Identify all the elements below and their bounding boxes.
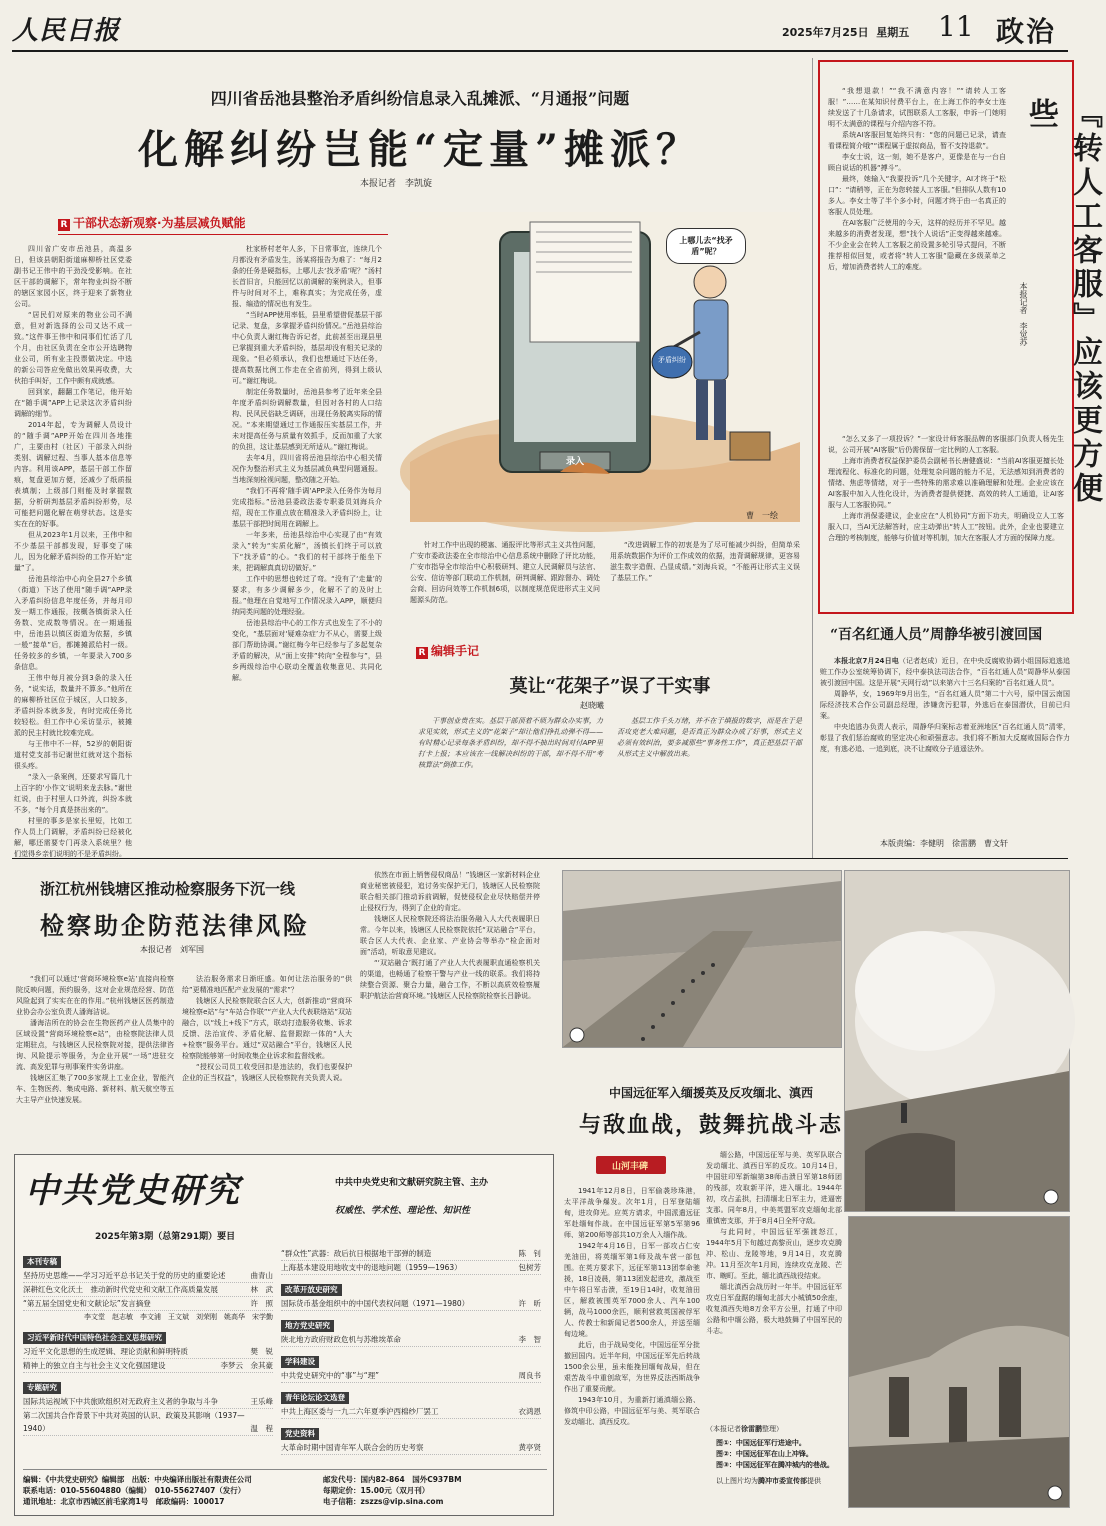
commentary-paragraph: 基层工作千头万绪，并不在于填报的数字，而是在于是否攻克老大难问题，是否真正为群众办成了好事，形式主义必须有效纠治，要多减那些“事务性工作”，真正把基层干部从形式主义中解放出来。 <box>617 717 802 758</box>
history-kicker: 中国远征军入缅援英及反攻缅北、滇西 <box>608 1086 813 1100</box>
history-paragraph: 1942年4月16日，日军一部攻占仁安羌油田，将英缅军第1师及战车营一部包围。在英方要求下，远征军第113团奉命驰援，18日凌晨，第113团发起进攻，激战至中午将日军击溃，至19日14时，收复油田区，解救被围英军7000余人、汽车100辆，战马1000余匹，顺利营救英国被俘军人、传教士和新闻记者500余人，并送至缅甸边境。 <box>564 1242 700 1338</box>
brief-para: 周静华，女，1969年9月出生，“百名红通人员”第二十六号，原中国云南国际经济技术合作公司副总经理，涉嫌贪污犯罪，外逃后在泰国潜伏，目前已归案。 <box>820 690 1070 720</box>
toc-entry-title: 陕北地方政府财政危机与苏维埃革命 <box>281 1335 401 1344</box>
proc-kicker: 浙江杭州钱塘区推动检察服务下沉一线 <box>40 880 296 898</box>
lead-paragraph: “居民们对原来的物业公司不满意，但对新选择的公司又达不成一致。”这件事王伟中和同事们忙活了几个月，由社区负责在全市公开选聘物业公司，所有业主投票做决定。中选的新公司答应免做出效果再收费，大伙拍手叫好，工作中颇有成就感。 <box>14 311 132 385</box>
toc-entry <box>281 1369 541 1383</box>
history-column-logo <box>596 1156 666 1174</box>
lead-paragraph: “当时APP使用率低，县里希望借促基层干部记录、复盘，多掌握矛盾纠纷情况。”岳池县综治中心负责人谢红梅告诉记者，此前甚至出现县里已掌握到重大矛盾纠纷，基层却没有相关记录的现象。“但必须承认，我们也想通过下达任务，提高数据比例工作走在全省前列，得到上级认可。”谢红梅说。 <box>232 311 382 385</box>
ai-service-paragraph: “怎么又多了一项投诉？”一家设计师客服品牌的客服部门负责人杨先生说，公司开展“AI客服”后仍需保留一定比例的人工客服。 <box>828 435 1064 454</box>
proc-headline: 检察助企防范法律风险 <box>40 911 310 940</box>
toc-entry <box>281 1247 541 1261</box>
history-note-author: 徐雷鹏 <box>741 1425 762 1433</box>
lead-body-col1 <box>14 244 132 858</box>
toc-entry <box>281 1405 541 1419</box>
toc-entry-title: 大革命时期中国青年军人联合会的历史考察 <box>281 1443 424 1452</box>
lead-paragraph: 但从2023年1月以来，王伟中和不少基层干部都发现，好事变了味儿，因为化解矛盾纠纷的工作开始“定量”了。 <box>14 531 132 572</box>
toc-entry <box>23 1283 273 1297</box>
journal-footer-line: 邮发代号：国内82-864 国外C937BM <box>323 1475 462 1484</box>
proc-body-col1 <box>16 974 174 1152</box>
brief-para: 中央追逃办负责人表示，周静华归案标志着亚洲地区“百名红通人员”清零，彰显了我们惩治腐败的坚定决心和顽强意志。我们将不断加大反腐败国际合作力度，有逃必追、一追到底，决不让腐败分子逍遥法外。 <box>820 723 1070 753</box>
photo-caption: 图③：中国远征军在腾冲城内的巷战。 <box>716 1461 834 1469</box>
proc-paragraph: 钱塘区人民检察院还将法治服务融入人大代表履职日常。今年以来，钱塘区人民检察院依托“双站融合”平台，联合区人大代表、企业家、产业协会等举办“检企面对面”活动，听取意见建议。 <box>360 915 540 956</box>
lead-paragraph: 工作中的思想也转过了弯。“没有了‘走量’的要求，有多少调解多少，化解不了的及时上报。”他理在自觉地写工作情况录入APP，顺便归纳同类问题的处理经验。 <box>232 575 382 616</box>
toc-section-head: 学科建设 <box>281 1356 319 1368</box>
brief-dateline: 本报北京7月24日电 <box>834 657 899 665</box>
journal-footer-line: 电子信箱：zszzs@vip.sina.com <box>323 1497 444 1506</box>
toc-entry-author: 陈 钊 <box>518 1249 541 1258</box>
illustration-credit: 曹 一绘 <box>746 511 778 520</box>
history-photo-1-art <box>563 871 841 1047</box>
ai-service-body-bottom <box>828 434 1064 606</box>
history-note-suffix: 整理） <box>762 1425 783 1433</box>
ai-service-paragraph: 在AI客服广泛使用的今天，这样的经历并不罕见。越来越多的消费者发现，想“找个人说话”正变得越来越难。不少企业会在转人工客服之前设置多轮引导式提问，不断推荐相似回复，或者将“转人工客服”隐藏在多级菜单之后，增加消费者转人工的难度。 <box>828 219 1006 271</box>
history-paragraph: 缅公路，中国远征军与美、英军队联合发动缅北、滇西日军的反攻。10月14日，中国驻印军新编第38师击溃日军第18师团的残部，攻取新平洋，进入缅北。1944年初，攻占孟拱，扫清缅北日军主力，进逼密支那。同年8月，中美英盟军攻克缅甸北部重镇密支那，并于8月4日全歼守敌。 <box>706 1151 842 1225</box>
ai-service-paragraph: 李女士说，这一刻，她不是客户，更像是在与一台自顾自说话的机器“搏斗”。 <box>828 153 1006 172</box>
history-note-prefix: （本报记者 <box>706 1425 741 1433</box>
toc-section-head: 专题研究 <box>23 1382 61 1394</box>
lead-paragraph: 2014年起，专为调解人员设计的“随手调”APP开始在四川各地推广，主要由村（社区）干部录入纠纷类别、调解过程、当事人基本信息等内容。利用该APP，基层干部工作留痕，复盘更加方便，还减少了纸质报表填制；上级部门则能及时掌握数据，分析研判基层矛盾纠纷形势，尽可能把问题化解在萌芽状态。这是实实在在的好事。 <box>14 421 132 528</box>
toc-entry-title: 上海基本建设用地收支中的退地问题（1959—1963） <box>281 1263 462 1272</box>
toc-section-head: 改革开放史研究 <box>281 1284 342 1296</box>
toc-entry-title: 中共上海区委与一九二六年夏季沪西棉纱厂罢工 <box>281 1407 439 1416</box>
history-column-logo-text: 山河丰碑 <box>612 1162 649 1172</box>
proc-paragraph: “‘双站融合’既打通了产业人大代表履职直通检察机关的渠道，也畅通了检察干警与产业一线的联系。我们将持续整合资源、聚合力量，融合工作，不断以高质效检察履职护航法治营商环境。”钱塘区人民检察院检察长吕静说。 <box>360 959 540 1000</box>
history-paragraph: 1943年10月，为重新打通滇缅公路、修筑中印公路，中国远征军与美、英军联合发动缅北、滇西反攻。 <box>564 1396 700 1426</box>
toc-entry-author: 包树芳 <box>518 1263 541 1272</box>
history-body-col2 <box>706 1150 842 1420</box>
illustration-label-bucket: 矛盾纠纷 <box>658 356 686 364</box>
history-photo-2-art <box>845 871 1069 1211</box>
masthead <box>12 8 1068 48</box>
brief-reporter: （记者赵成） <box>898 657 942 665</box>
toc-entry-title: 坚持历史思维——学习习近平总书记关于党的历史的重要论述 <box>23 1271 226 1280</box>
history-photo-3 <box>848 1216 1070 1508</box>
commentary-tag-mark: R <box>416 647 428 659</box>
lead-paragraph: 针对工作中出现的梗塞、通报评比等形式主义共性问题，广安市委政法委在全市综治中心信息系统中删除了评比功能，广安市指导全市综治中心积极研判、建立人民调解员与法官、公安、信访等部门联动工作机制，研判调解、跟踪督办、调处会商、回访问效等工作机制6项，以制度规范促进形式主义问题源头防范。 <box>410 541 600 604</box>
lead-paragraph: 去年4月，四川省将岳池县综治中心相关情况作为整治形式主义为基层减负典型问题通报。当地深刻检视问题，整改随之开始。 <box>232 454 382 484</box>
history-photo-2 <box>844 870 1070 1212</box>
lead-kicker: 四川省岳池县整治矛盾纠纷信息录入乱摊派、“月通报”问题 <box>210 89 630 108</box>
proc-byline: 本报记者 刘军国 <box>140 945 204 954</box>
toc-entry-author: 黄亭贤 <box>518 1443 541 1452</box>
history-captions <box>716 1438 846 1471</box>
toc-entry <box>23 1409 273 1436</box>
ai-service-title: 『转人工客服』应该更方便些 <box>1023 98 1102 506</box>
toc-section-head: 地方党史研究 <box>281 1320 334 1332</box>
lead-paragraph: 回到家，翻翻工作笔记，他开始在“随手调”APP上记录这次矛盾纠纷调解的细节。 <box>14 388 132 418</box>
journal-issue: 2025年第3期（总第291期）要目 <box>95 1232 236 1242</box>
journal-footer <box>23 1469 547 1506</box>
ai-service-body <box>828 86 1006 422</box>
toc-entry-author: 许 昕 <box>518 1299 541 1308</box>
toc-entry <box>281 1297 541 1311</box>
toc-entry-title: “群众性”武器：敌后抗日根据地干部弹的制造 <box>281 1249 432 1258</box>
commentary-tag <box>416 642 479 659</box>
mid-rule <box>12 858 1068 859</box>
lead-column-tag <box>58 214 246 231</box>
lead-body-col4 <box>610 540 800 636</box>
history-credit <box>716 1476 846 1487</box>
history-credit-source: 腾冲市委宣传部 <box>758 1477 807 1485</box>
illustration <box>410 212 800 522</box>
toc-entry-author: 衣鸿恩 <box>518 1407 541 1416</box>
brief-para-0: 近日，在中央反腐败协调小组国际追逃追赃工作办公室统筹协调下，经中泰执法司法合作，“百名红通人员”周静华从泰国被引渡回中国。这是开展“天网行动”以来第六十三名归案的“百名红通人员”。 <box>820 657 1070 687</box>
brief-lead <box>820 656 1070 689</box>
toc-entry-title: 第二次国共合作背景下中共对英国的认识、政策及其影响（1937—1940） <box>23 1411 245 1433</box>
journal-title: 中共党史研究 <box>25 1171 241 1211</box>
lead-paragraph: 王伟中每月被分到3条的录入任务，“说实话，数量并不算多。”他所在的麻柳桥社区位于城区，人口较多，矛盾纠纷本就多发，有时完成任务比较轻松。但工作中心采访显示，被摊派的民主村就比较难完成。 <box>14 674 132 737</box>
journal-footer-line: 联系电话：010-55604880（编辑） 010-55627407（发行） <box>23 1486 246 1495</box>
ai-service-box <box>818 60 1102 614</box>
toc-entry-title: 精神上的独立自主与社会主义文化强国建设 <box>23 1361 166 1370</box>
proc-paragraph: 钱塘区汇集了700多家规上工业企业，智能汽车、生物医药、集成电路、新材料、航天航空等五大主导产业快速发展。 <box>16 1074 174 1104</box>
lead-byline: 本报记者 李凯旋 <box>360 179 433 189</box>
commentary-paragraph: 干事创业贵在实。基层干部顶着不烦为群众办实事，力求见实效，形式主义的“花架子”却让他们挣扎动弹不得——有时精心记录每条矛盾纠纷，却不得不抽出时间对付APP里打卡上报；本应该在一线解决纠纷的干部，却不得不用“考核算法”倒推工作。 <box>418 717 603 769</box>
lead-paragraph: “我们不再将‘随手调’APP录入任务作为每月完成指标。”岳池县委政法委专职委员刘海兵介绍，现在工作重点放在精准录入矛盾纠纷上，让基层干部把时间用在调解上。 <box>232 487 382 528</box>
history-paragraph: 此后，由于战局变化，中国远征军分批撤回国内。近半年间，中国远征军先后转战1500余公里，虽未能挽回缅甸战局，但在艰苦战斗中重创敌军，为世界反法西斯战争作出了重要贡献。 <box>564 1341 700 1393</box>
ai-service-paragraph: 系统AI客服回复始终只有：“您的问题已记录，请查看课程简介哦”“课程属于虚拟商品，暂不支持退款”。 <box>828 131 1006 150</box>
proc-body-col2 <box>182 974 352 1152</box>
journal-toc-left <box>23 1247 273 1436</box>
lead-paragraph: 杜家桥村老年人多，下日常事宜，连续几个月都没有矛盾发生，汤某将报告为难了：“每月2条的任务是硬指标，上哪儿去‘找矛盾’呢？”汤村长首旧言，只能回忆以前调解的案例录入，但事件与时间对不上，难称真实；为完成任务，虚报、编造的情况也有发生。 <box>232 245 382 308</box>
ai-service-paragraph: 上海市消保委建议，企业应在“人机协同”方面下功夫，明确设立人工客服入口，当AI无法解答时，应主动弹出“转人工”按钮。此外，企业也要建立合理的考核制度，能够与价值对等机制，加大在客服人才方面的保障力度。 <box>828 512 1064 542</box>
masthead-rule <box>12 50 1068 52</box>
lead-headline: 化解纠纷岂能“定量”摊派？ <box>137 126 702 173</box>
lead-body-col2 <box>232 244 382 850</box>
proc-paragraph: “授权公司员工收受回扣是违法的，我们也要保护企业的正当权益”，钱塘区人民检察院有关负责人说。 <box>182 1063 352 1082</box>
column-divider <box>812 58 813 858</box>
toc-entry <box>281 1261 541 1275</box>
commentary-byline: 赵晓曦 <box>580 701 604 710</box>
history-body-col1 <box>564 1186 700 1522</box>
proc-paragraph: 法治服务需求日渐旺盛。如何让法治服务的“供给”更精准地匹配产业发展的“需求”？ <box>182 975 352 994</box>
lead-paragraph: “录入一条案例，还要求写篇几十上百字的‘小作文’说明来龙去脉。”谢世红说，由于村里人口外流，纠纷本就不多，“每个月真是挤出来的”。 <box>14 773 132 814</box>
proc-body-col3 <box>360 870 540 1148</box>
ai-service-paragraph: 最终，她输入“我要投诉”几个关键字，AI才终于“松口”：“请稍等，正在为您转接人工客服。”但排队人数有10多人。李女士等了半个多小时，问题才终于由一名真正的客服人员处理。 <box>828 175 1006 216</box>
proc-paragraph: 潘海洁所在的协会在生物医药产业人员集中的区域设置“营商环境检察e站”，由检察院法律人员定期驻点，与钱塘区人民检察院对接，提供法律咨询、风险提示等服务，为企业开展“一场”进驻交流、高发犯罪与刑事案件实务讲座。 <box>16 1019 174 1071</box>
journal-footer-line: 编辑：《中共党史研究》编辑部 出版：中央编译出版社有限责任公司 <box>23 1475 252 1484</box>
toc-section-head: 习近平新时代中国特色社会主义思想研究 <box>23 1332 166 1344</box>
toc-section-head: 党史资料 <box>281 1428 319 1440</box>
history-headline: 与敌血战，鼓舞抗战斗志 <box>578 1112 843 1138</box>
journal-toc-right <box>281 1247 541 1455</box>
toc-entry <box>281 1441 541 1455</box>
history-photo-1 <box>562 870 842 1048</box>
journal-ad <box>14 1154 554 1516</box>
journal-sponsor: 中共中央党史和文献研究院主管、主办 <box>335 1178 489 1188</box>
toc-entry-title: 深耕红色文化沃土 推动新时代党史和文献工作高质量发展 <box>23 1285 218 1294</box>
toc-entry-title: “第五届全国党史和文献论坛”发言摘登 <box>23 1299 151 1308</box>
toc-section-head: 青年论坛论文选登 <box>281 1392 349 1404</box>
journal-footer-line: 每期定价：15.00元（双月刊） <box>323 1486 430 1495</box>
commentary-headline: 莫让“花架子”误了干实事 <box>509 676 711 697</box>
proc-paragraph: 钱塘区人民检察院联合区人大，创新推动“营商环境检察e站”与“车站合作联”“产业人大代表联络站”双站融合，以“线上+线下”方式，联动打造服务收集、诉求反馈、法治宣传、矛盾化解、监督跟踪一体的“人大+检察”服务平台。通过“双站融合”平台，钱塘区人民检察院能够第一时间收集企业诉求和监督线索。 <box>182 997 352 1060</box>
history-paragraph: 1941年12月8日，日军偷袭珍珠港，太平洋战争爆发。次年1月，日军登陆缅甸，进攻仰光。应英方请求，中国派遣远征军赴缅甸作战。在中国远征军第5军第96师、第200师等部共10万余人入缅作战。 <box>564 1187 700 1239</box>
toc-entry <box>23 1297 273 1311</box>
column-tag-mark: R <box>58 219 70 231</box>
proc-paragraph: “我们可以通过‘营商环境检察e站’直接向检察院反映问题，预约服务，这对企业规范经营、防范风险起到了实实在在的作用。”杭州钱塘区医药制造业协会办公室负责人潘海洁说。 <box>16 975 174 1016</box>
lead-paragraph: 一年多来，岳池县综治中心实现了由“有效录入”转为“实质化解”，汤镇长们终于可以放下“找矛盾”的心。“我们的村干部终于能坐下来，把调解真真切切做好。” <box>232 531 382 572</box>
brief-headline: “百名红通人员”周静华被引渡回国 <box>830 627 1043 643</box>
lead-body-col3 <box>410 540 600 636</box>
toc-section-head: 本刊专稿 <box>23 1256 61 1268</box>
commentary-tag-text: 编辑手记 <box>431 644 480 658</box>
toc-entry-author: 曲青山 <box>250 1271 273 1280</box>
brief-body <box>820 656 1070 806</box>
toc-entry-author: 温 程 <box>250 1424 273 1433</box>
toc-authors: 李文堂 赵志敏 李文浦 王文斌 刘荣刚 姚高华 宋学勤 <box>84 1313 273 1321</box>
lead-paragraph: 四川省广安市岳池县，高温多日，但该县朝阳街道麻柳桥社区党委副书记王伟中的干劲没受影响。在社区干部的调解下，常年物业纠纷不断的辖区家园小区，终于迎来了新物业公司。 <box>14 245 132 308</box>
photo-caption: 图①：中国远征军行进途中。 <box>716 1439 806 1447</box>
toc-entry-title: 习近平文化思想的生成逻辑、理论贡献和鲜明特质 <box>23 1347 188 1356</box>
lead-paragraph: 岳池县综治中心向全县27个乡镇（街道）下达了使用“随手调”APP录入矛盾纠纷信息年度任务，并每月印发一期工作通报，按概各镇街录入任务数、完成数等情况。在一期通报中，岳池县以镇区街道为依据，乡镇一般“接单”后，都摊摊派给村一级。任务较多的乡镇，一年要录入700多条信息。 <box>14 575 132 671</box>
lead-paragraph: 制定任务数量时，岳池县参考了近年来全县年度矛盾纠纷调解数量，但因对各村的人口结构、民风民俗缺乏调研，出现任务脱离实际的情况。“本来期望通过工作通报压实基层工作，并未对提高任务与质量有效抓手，反而加重了大家的负担，这让基层感到无所适从。”谢红梅说。 <box>232 388 382 451</box>
proc-paragraph: 依然在市面上销售侵权商品！”钱塘区一家新材料企业商业秘密被侵犯，追讨务实保护无门，钱塘区人民检察院联合相关部门推动诉前调解，促使侵权企业尽快赔偿并停止侵权行为，得到了企业的肯定。 <box>360 871 540 912</box>
illustration-label-input: 录入 <box>566 457 585 467</box>
toc-entry-title: 国际货币基金组织中的中国代表权问题（1971—1980） <box>281 1299 470 1308</box>
toc-entry-title: 中共党史研究中的“事”与“理” <box>281 1371 380 1380</box>
page-editors: 本版责编：李健明 徐雷鹏 曹文轩 <box>880 839 1008 848</box>
section-name: 政治 <box>996 15 1057 48</box>
toc-entry <box>23 1395 273 1409</box>
lead-paragraph: 与王伟中不一样，52岁的朝阳街道村党支部书记谢世红就对这个指标很头疼。 <box>14 740 132 770</box>
commentary-body <box>418 716 802 836</box>
toc-entry-author: 周良书 <box>518 1371 541 1380</box>
ai-service-byline: 本报记者 李觉苏 <box>1019 282 1028 346</box>
history-credit-suffix: 提供 <box>807 1477 821 1485</box>
history-credit-prefix: 以上图片均为 <box>716 1477 758 1485</box>
illustration-bubble: 上哪儿去“找矛盾”呢？ <box>666 228 746 264</box>
issue-date-line <box>782 24 909 40</box>
toc-entry-author: 李 智 <box>518 1335 541 1344</box>
page-number: 11 <box>938 10 974 43</box>
journal-footer-line: 通讯地址：北京市西城区前毛家湾1号 邮政编码：100017 <box>23 1497 225 1506</box>
toc-entry-author: 李梦云 余其豪 <box>220 1361 273 1370</box>
toc-entry <box>23 1359 273 1373</box>
photo-caption: 图②：中国远征军在山上冲锋。 <box>716 1450 813 1458</box>
newspaper-logo: 人民日报 <box>12 16 121 46</box>
toc-entry-author: 许 照 <box>250 1299 273 1308</box>
history-photo-3-art <box>849 1217 1069 1507</box>
lead-paragraph: 岳池县综治中心的工作方式也发生了不小的变化，“基层面对‘疑难杂症’力不从心，需要上级部门帮助协调。”谢红梅今年已经参与了多起复杂矛盾的解决，从“面上安排”转向“全程参与”，县乡两级综治中心联动全覆盖收集意见、共同化解。 <box>232 619 382 682</box>
history-paragraph: 与此同时，中国远征军强渡怒江，1944年5月下旬越过高黎贡山，逐步攻克腾冲、松山、龙陵等地，9月14日，攻克腾冲。11月至次年1月间，连续攻克龙陵、芒市、畹町。至此，缅北滇西战役结束。 <box>706 1228 842 1280</box>
toc-entry-author: 樊 锐 <box>250 1347 273 1356</box>
toc-entry-title: 国际共运视域下中共旅欧组织对无政府主义者的争取与斗争 <box>23 1397 218 1406</box>
ai-service-paragraph: 上海市消费者权益保护委员会副秘书长唐健盛说：“当前AI客服更擅长处理流程化、标准化的问题，处理复杂问题的能力不足，无法感知到消费者的情绪、焦虑等情绪，对于一些特殊的需求难以准确理解和处理。企业应该在AI客服中加入人性化设计，为消费者提供便捷、高效的转人工通道，让AI客服与人工客服协同。” <box>828 457 1064 509</box>
ai-service-paragraph: “我想退款！”“我不满意内容！”“请转人工客服！”……在某知识付费平台上，在上海工作的李女士连续发送了十几条请求，试图联系人工客服，申诉一门她明明不太满意的课程与介绍内容不符。 <box>828 87 1006 128</box>
toc-entry-author: 林 武 <box>250 1285 273 1294</box>
lead-paragraph: 村里的事多是家长里短，比如工作人员上门调解，矛盾纠纷已经被化解，哪还需要专门再录入系统里？他们觉得乡亲们说明的不是矛盾纠纷。 <box>14 817 132 858</box>
column-tag-text: 干部状态新观察·为基层减负赋能 <box>73 216 246 230</box>
history-note <box>706 1424 842 1436</box>
journal-motto: 权威性、学术性、理论性、知识性 <box>335 1206 471 1216</box>
history-paragraph: 缅北滇西会战历时一年半。中国远征军攻克日军盘踞的缅甸北部大小城镇50余座，收复滇西失地8万余平方公里，打通了中印公路和中缅公路，极大地鼓舞了中国军民的斗志。 <box>706 1283 842 1335</box>
lead-paragraph: “改进调解工作的初衷是为了尽可能减少纠纷，但简单采用系统数据作为评价工作成效的依据，违背调解规律，更容易滋生数字造假、凸显成绩。”刘海兵说，“不能再让形式主义误了基层工作。” <box>610 541 800 582</box>
toc-entry <box>281 1333 541 1347</box>
toc-entry <box>23 1269 273 1283</box>
issue-weekday: 星期五 <box>876 26 910 39</box>
toc-entry-author: 王乐峰 <box>250 1397 273 1406</box>
toc-entry <box>23 1345 273 1359</box>
issue-date: 2025年7月25日 <box>782 26 869 39</box>
lead-tag-rule <box>58 234 388 235</box>
